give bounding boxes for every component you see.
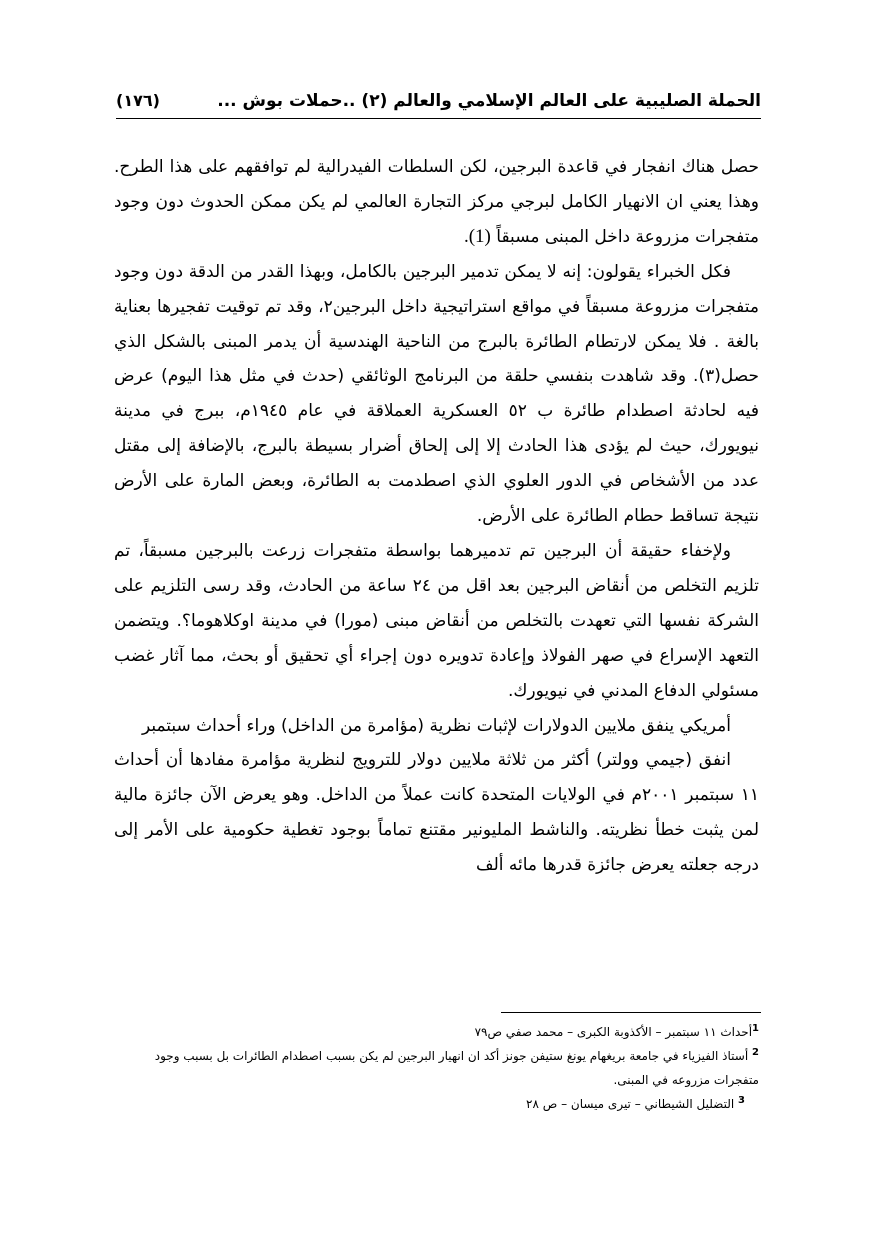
page-header [116,88,761,119]
footnote-number: 3 [738,1095,745,1106]
footnote: $^3$ التضليل الشيطاني – تيرى ميسان – ص ٢٨ [526,1095,745,1111]
footnote-ref: (1). [463,225,491,247]
footnote: $^2$ أستاذ الفيزياء في جامعة بريغهام يونغ ستيفن جونز أكد ان انهيار البرجين لم يكن بسبب اصطدام الطائرات بل بسبب وجود متفجرات مزروعه في المبنى. [154,1047,759,1087]
paragraph: ولإخفاء حقيقة أن البرجين تم تدميرهما بواسطة متفجرات زرعت بالبرجين مسبقاً، تم تلزيم التخلص من أنقاض البرجين بعد اقل من ٢٤ ساعة من الحادث، وقد رسى التلزيم على الشركة نفسها التي تعهدت بالتخلص من أنقاض مبنى (مورا) في مدينة اوكلاهوما؟. ويتضمن التعهد الإسراع في صهر الفولاذ وإعادة تدويره دون إجراء أي تحقيق أو بحث، مما آثار غضب مسئولي الدفاع المدني في نيويورك. [114,540,759,701]
paragraph: انفق (جيمي وولتر) أكثر من ثلاثة ملايين دولار للترويج لنظرية مؤامرة مفادها أن أحداث ١١ سبتمبر ٢٠٠١م في الولايات المتحدة كانت عملاً من الداخل. وهو يعرض الآن جائزة مالية لمن يثبت خطأ نظريته. والناشط المليونير مقتنع تماماً بوجود تغطية حكومية على الأمر إلى درجه جعلته يعرض جائزة قدرها مائه ألف [114,750,759,876]
body-text [114,150,759,883]
paragraph: حصل هناك انفجار في قاعدة البرجين، لكن السلطات الفيدرالية لم توافقهم على هذا الطرح. وهذا يعني ان الانهيار الكامل لبرجي مركز التجارة العالمي لم يكن ممكن الحدوث دون وجود متفجرات مزروعة داخل المبنى مسبقاً (1). [114,157,759,247]
footnote-number: 1 [752,1023,759,1034]
page-number: (١٧٦) [116,91,160,110]
paragraph: أمريكي ينفق ملايين الدولارات لإثبات نظرية (مؤامرة من الداخل) وراء أحداث سبتمبر [141,715,731,736]
paragraph: فكل الخبراء يقولون: إنه لا يمكن تدمير البرجين بالكامل، وبهذا القدر من الدقة دون وجود متفجرات مزروعة مسبقاً في مواقع استراتيجية داخل البرجين٢، وقد تم توقيت تفجيرها بعناية بالغة . فلا يمكن لارتطام الطائرة بالبرج من الناحية الهندسية أن يدمر المبنى بالشكل الذي حصل(٣). وقد شاهدت بنفسي حلقة من البرنامج الوثائقي (حدث في مثل هذا اليوم) عرض فيه لحادثة اصطدام طائرة ب ٥٢ العسكرية العملاقة في عام ١٩٤٥م، ببرج في مدينة نيويورك، حيث لم يؤدى هذا الحادث إلا إلى إلحاق أضرار بسيطة بالبرج، بالإضافة إلى مقتل عدد من الأشخاص في الدور العلوي الذي اصطدمت به الطائرة، وبعض المارة على الأرض نتيجة تساقط حطام الطائرة على الأرض. [114,261,759,527]
footnote: $^1$أحداث ١١ سبتمبر – الأكذوبة الكبرى – محمد صفي ص٧٩ [474,1023,759,1039]
running-title: الحملة الصليبية على العالم الإسلامي والعالم (٢) ..حملات بوش ... [217,91,761,111]
footnotes [114,1020,759,1116]
footnote-divider [501,1012,761,1013]
footnote-number: 2 [752,1047,759,1058]
